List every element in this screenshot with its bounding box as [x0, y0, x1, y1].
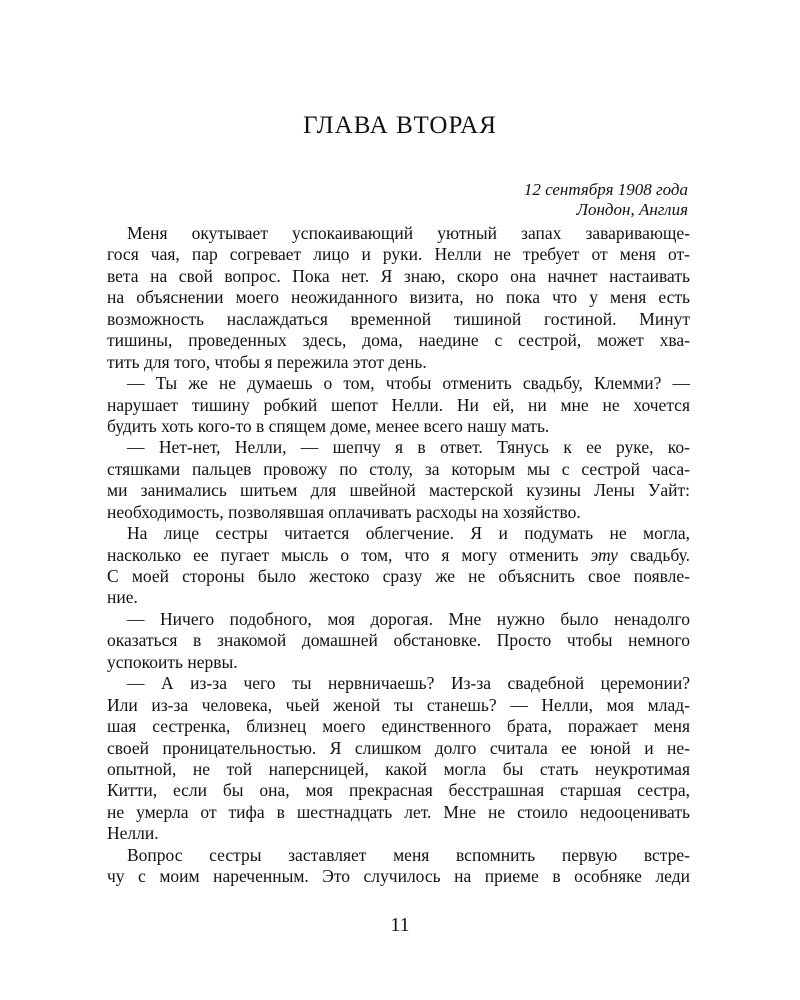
- text-line: [107, 373, 690, 394]
- text-line: [107, 287, 690, 308]
- body-text: [107, 223, 690, 888]
- text-line: [107, 866, 690, 887]
- text-line: [107, 244, 690, 265]
- text-line: [107, 587, 690, 608]
- text-line-content: возможность наслаждаться временной тишиной гостиной. Минут: [107, 308, 690, 329]
- emphasis: эту: [590, 544, 618, 565]
- text-line: [107, 266, 690, 287]
- text-line: [107, 502, 690, 523]
- text-line: [107, 480, 690, 501]
- text-line: [107, 309, 690, 330]
- text-line-content: гося чая, пар согревает лицо и руки. Нелли не требует от меня от-: [107, 244, 690, 265]
- text-line: [107, 738, 690, 759]
- text-line-content: опытной, не той наперсницей, какой могла бы стать неукротимая: [107, 758, 690, 779]
- text-line: [107, 437, 690, 458]
- text-line-content: необходимость, позволявшая оплачивать расходы на хозяйство.: [107, 501, 581, 522]
- text-line: [107, 416, 690, 437]
- text-line: [107, 716, 690, 737]
- text-line-content: чу с моим нареченным. Это случилось на приеме в особняке леди: [107, 866, 690, 887]
- text-line: [107, 759, 690, 780]
- text-line-content: тить для того, чтобы я пережила этот день.: [107, 351, 427, 372]
- text-line: [107, 459, 690, 480]
- text-line: [107, 823, 690, 844]
- text-line: [107, 395, 690, 416]
- text-line-content: будить хоть кого-то в спящем доме, менее всего нашу мать.: [107, 415, 550, 436]
- text-line: [107, 630, 690, 651]
- text-line-content: С моей стороны было жестоко сразу же не объяснить свое появле-: [107, 566, 690, 586]
- text-line-content: — А из-за чего ты нервничаешь? Из-за свадебной церемонии?: [127, 673, 690, 694]
- text-line-content: — Ничего подобного, моя дорогая. Мне нужно было ненадолго: [127, 608, 690, 629]
- text-line-content: Вопрос сестры заставляет меня вспомнить первую встре-: [127, 844, 690, 865]
- text-line: [107, 780, 690, 801]
- text-line-content: На лице сестры читается облегчение. Я и подумать не могла,: [127, 523, 690, 544]
- text-line: [107, 802, 690, 823]
- text-line-content: Нелли.: [107, 823, 159, 844]
- text-line-content: ми занимались шитьем для швейной мастерской кузины Лены Уайт:: [107, 480, 690, 501]
- text-line: [107, 609, 690, 630]
- text-line: [107, 352, 690, 373]
- text-line-content: насколько ее пугает мысль о том, что я могу отменить: [107, 544, 591, 565]
- text-line-content: успокоить нервы.: [107, 651, 238, 672]
- text-line: [107, 673, 690, 694]
- chapter-title: ГЛАВА ВТОРАЯ: [303, 112, 497, 139]
- text-line-content: Китти, если бы она, моя прекрасная бесстрашная старшая сестра,: [107, 780, 690, 801]
- text-line: [107, 330, 690, 351]
- page-number: 11: [390, 914, 410, 936]
- text-line: [107, 566, 690, 587]
- text-line-content: ние.: [107, 587, 138, 608]
- text-line-tail: свадьбу.: [617, 544, 691, 565]
- text-line-content: Или из-за человека, чьей женой ты станешь? — Нелли, моя млад-: [107, 694, 690, 715]
- text-line: [107, 523, 690, 544]
- text-line-content: оказаться в знакомой домашней обстановке. Просто чтобы немного: [107, 630, 690, 651]
- text-line-content: на объяснении моего неожиданного визита, но пока что у меня есть: [107, 287, 690, 308]
- text-line: [107, 845, 690, 866]
- text-line-content: шая сестренка, близнец моего единственного брата, поражает меня: [107, 716, 690, 737]
- dateline-place: Лондон, Англия: [576, 200, 688, 219]
- text-line-content: — Нет-нет, Нелли, — шепчу я в ответ. Тянусь к ее руке, ко-: [127, 437, 690, 458]
- text-line: [107, 652, 690, 673]
- text-line-content: нарушает тишину робкий шепот Нелли. Ни ей, ни мне не хочется: [107, 394, 690, 415]
- text-line-content: вета на свой вопрос. Пока нет. Я знаю, скоро она начнет настаивать: [107, 265, 690, 286]
- text-line-content: Меня окутывает успокаивающий уютный запах заваривающе-: [127, 223, 690, 243]
- dateline-date: 12 сентября 1908 года: [523, 180, 688, 199]
- text-line-content: своей проницательностью. Я слишком долго считала ее юной и не-: [107, 737, 690, 758]
- text-line: [107, 545, 690, 566]
- dateline: [524, 180, 688, 220]
- text-line: [107, 695, 690, 716]
- text-line-content: стяшками пальцев провожу по столу, за которым мы с сестрой часа-: [107, 458, 690, 479]
- text-line-content: тишины, проведенных здесь, дома, наедине с сестрой, может хва-: [107, 330, 690, 351]
- text-line: [107, 223, 690, 244]
- text-line-content: — Ты же не думаешь о том, чтобы отменить свадьбу, Клемми? —: [127, 373, 690, 394]
- text-line-content: не умерла от тифа в шестнадцать лет. Мне не стоило недооценивать: [107, 801, 690, 822]
